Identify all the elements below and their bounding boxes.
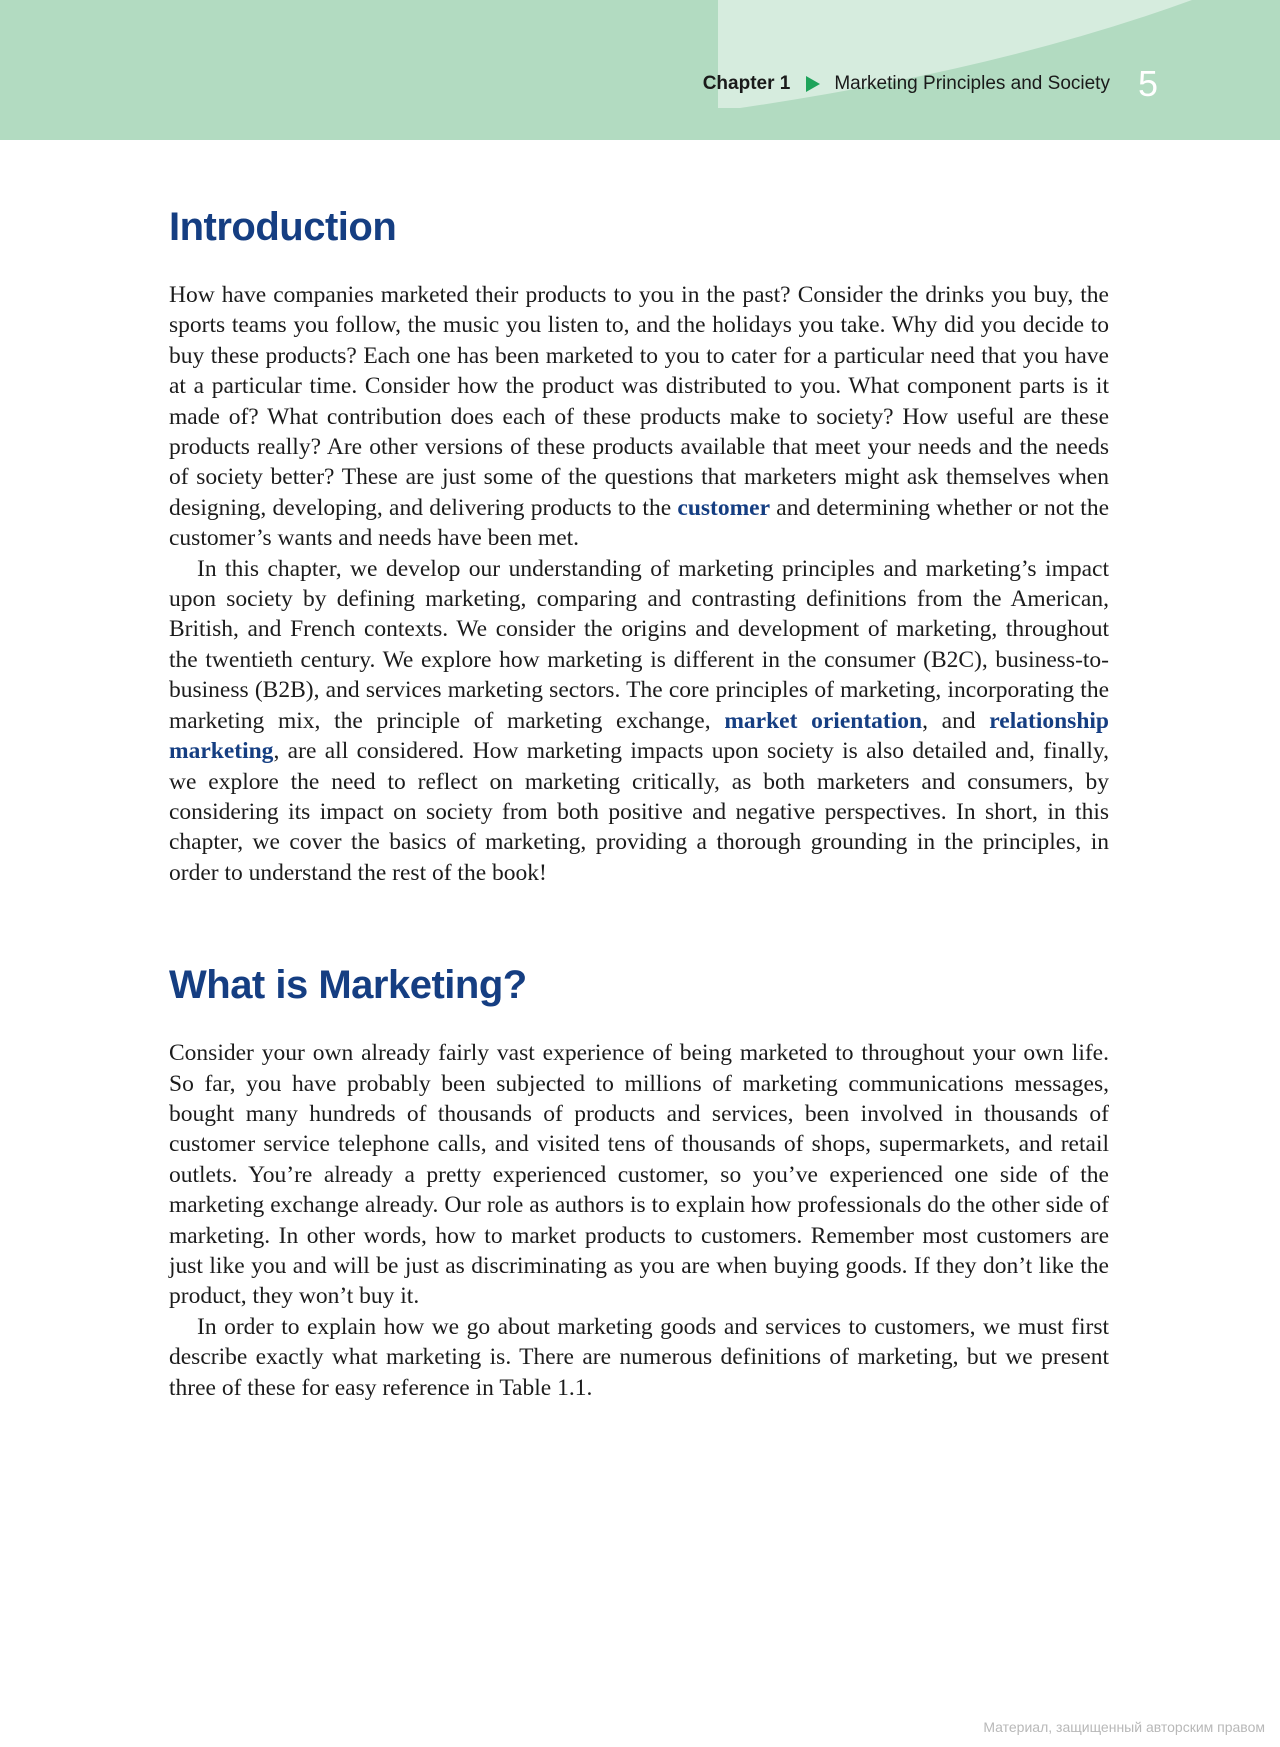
section-heading-introduction: Introduction [169,205,397,249]
chapter-arrow-icon [806,76,820,92]
chapter-label: Chapter 1 [702,73,791,94]
marketing-paragraph-2: In order to explain how we go about marketing goods and services to customers, we must first describe exactly what marketing is. There are numerous definitions of marketing, but we present three of these for easy reference in Table 1.1. [169,1313,1109,1401]
section-introduction [169,192,1109,888]
keyterm-market-orientation[interactable]: market orientation [724,707,923,734]
running-header [703,64,1280,104]
intro-p2-text-b: , and [922,707,990,734]
section-what-is-marketing [169,950,1109,1403]
copyright-watermark: Материал, защищенный авторским правом [983,1719,1265,1735]
chapter-title: Marketing Principles and Society [834,73,1110,94]
marketing-paragraph-1: Consider your own already fairly vast experience of being marketed to throughout your own life. So far, you have probably been subjected to millions of marketing communications messages, bought many hundreds of thousands of products and services, been involved in thousands of customer service telephone calls, and visited tens of thousands of shops, supermarkets, and retail outlets. You’re already a pretty experienced customer, so you’ve experienced one side of the marketing exchange already. Our role as authors is to explain how professionals do the other side of marketing. In other words, how to market products to customers. Remember most customers are just like you and will be just as discriminating as you are when buying goods. If they don’t like the product, they won’t buy it. [169,1040,1109,1310]
intro-p2-text-a: In this chapter, we develop our understanding of marketing principles and marketing’s impact upon society by defining marketing, comparing and contrasting definitions from the American, British, and French contexts. We consider the origins and development of marketing, throughout the twentieth century. We explore how marketing is different in the consumer (B2C), business-to-business (B2B), and services marketing sectors. The core principles of marketing, incorporating the marketing mix, the principle of marketing exchange, [169,555,1109,734]
keyterm-relationship-marketing[interactable]: relationship marketing [169,707,1109,765]
intro-p2-text-c: , are all considered. How marketing impacts upon society is also detailed and, finally, we explore the need to reflect on marketing critically, as both marketers and consumers, by considering its impact on society from both positive and negative perspectives. In short, in this chapter, we cover the basics of marketing, providing a thorough grounding in the principles, in order to understand the rest of the book! [169,738,1109,886]
chapter-header-band [0,0,1280,140]
intro-p1-text-b: and determining whether or not the customer’s wants and needs have been met. [169,494,1110,552]
intro-p1-text-a: How have companies marketed their products to you in the past? Consider the drinks you buy, the sports teams you follow, the music you listen to, and the holidays you take. Why did you decide to buy these products? Each one has been marketed to you to cater for a particular need that you have at a particular time. Consider how the product was distributed to you. What component parts is it made of? What contribution does each of these products make to society? How useful are these products really? Are other versions of these products available that meet your needs and the needs of society better? These are just some of the questions that marketers might ask themselves when designing, developing, and delivering products to the [169,282,1109,521]
intro-paragraph-2 [169,554,1109,888]
keyterm-customer[interactable]: customer [677,494,771,521]
page-number: 5 [1137,63,1158,104]
intro-paragraph-1 [169,280,1109,554]
page-body [169,192,1109,1403]
section-heading-what-is-marketing: What is Marketing? [169,963,527,1008]
